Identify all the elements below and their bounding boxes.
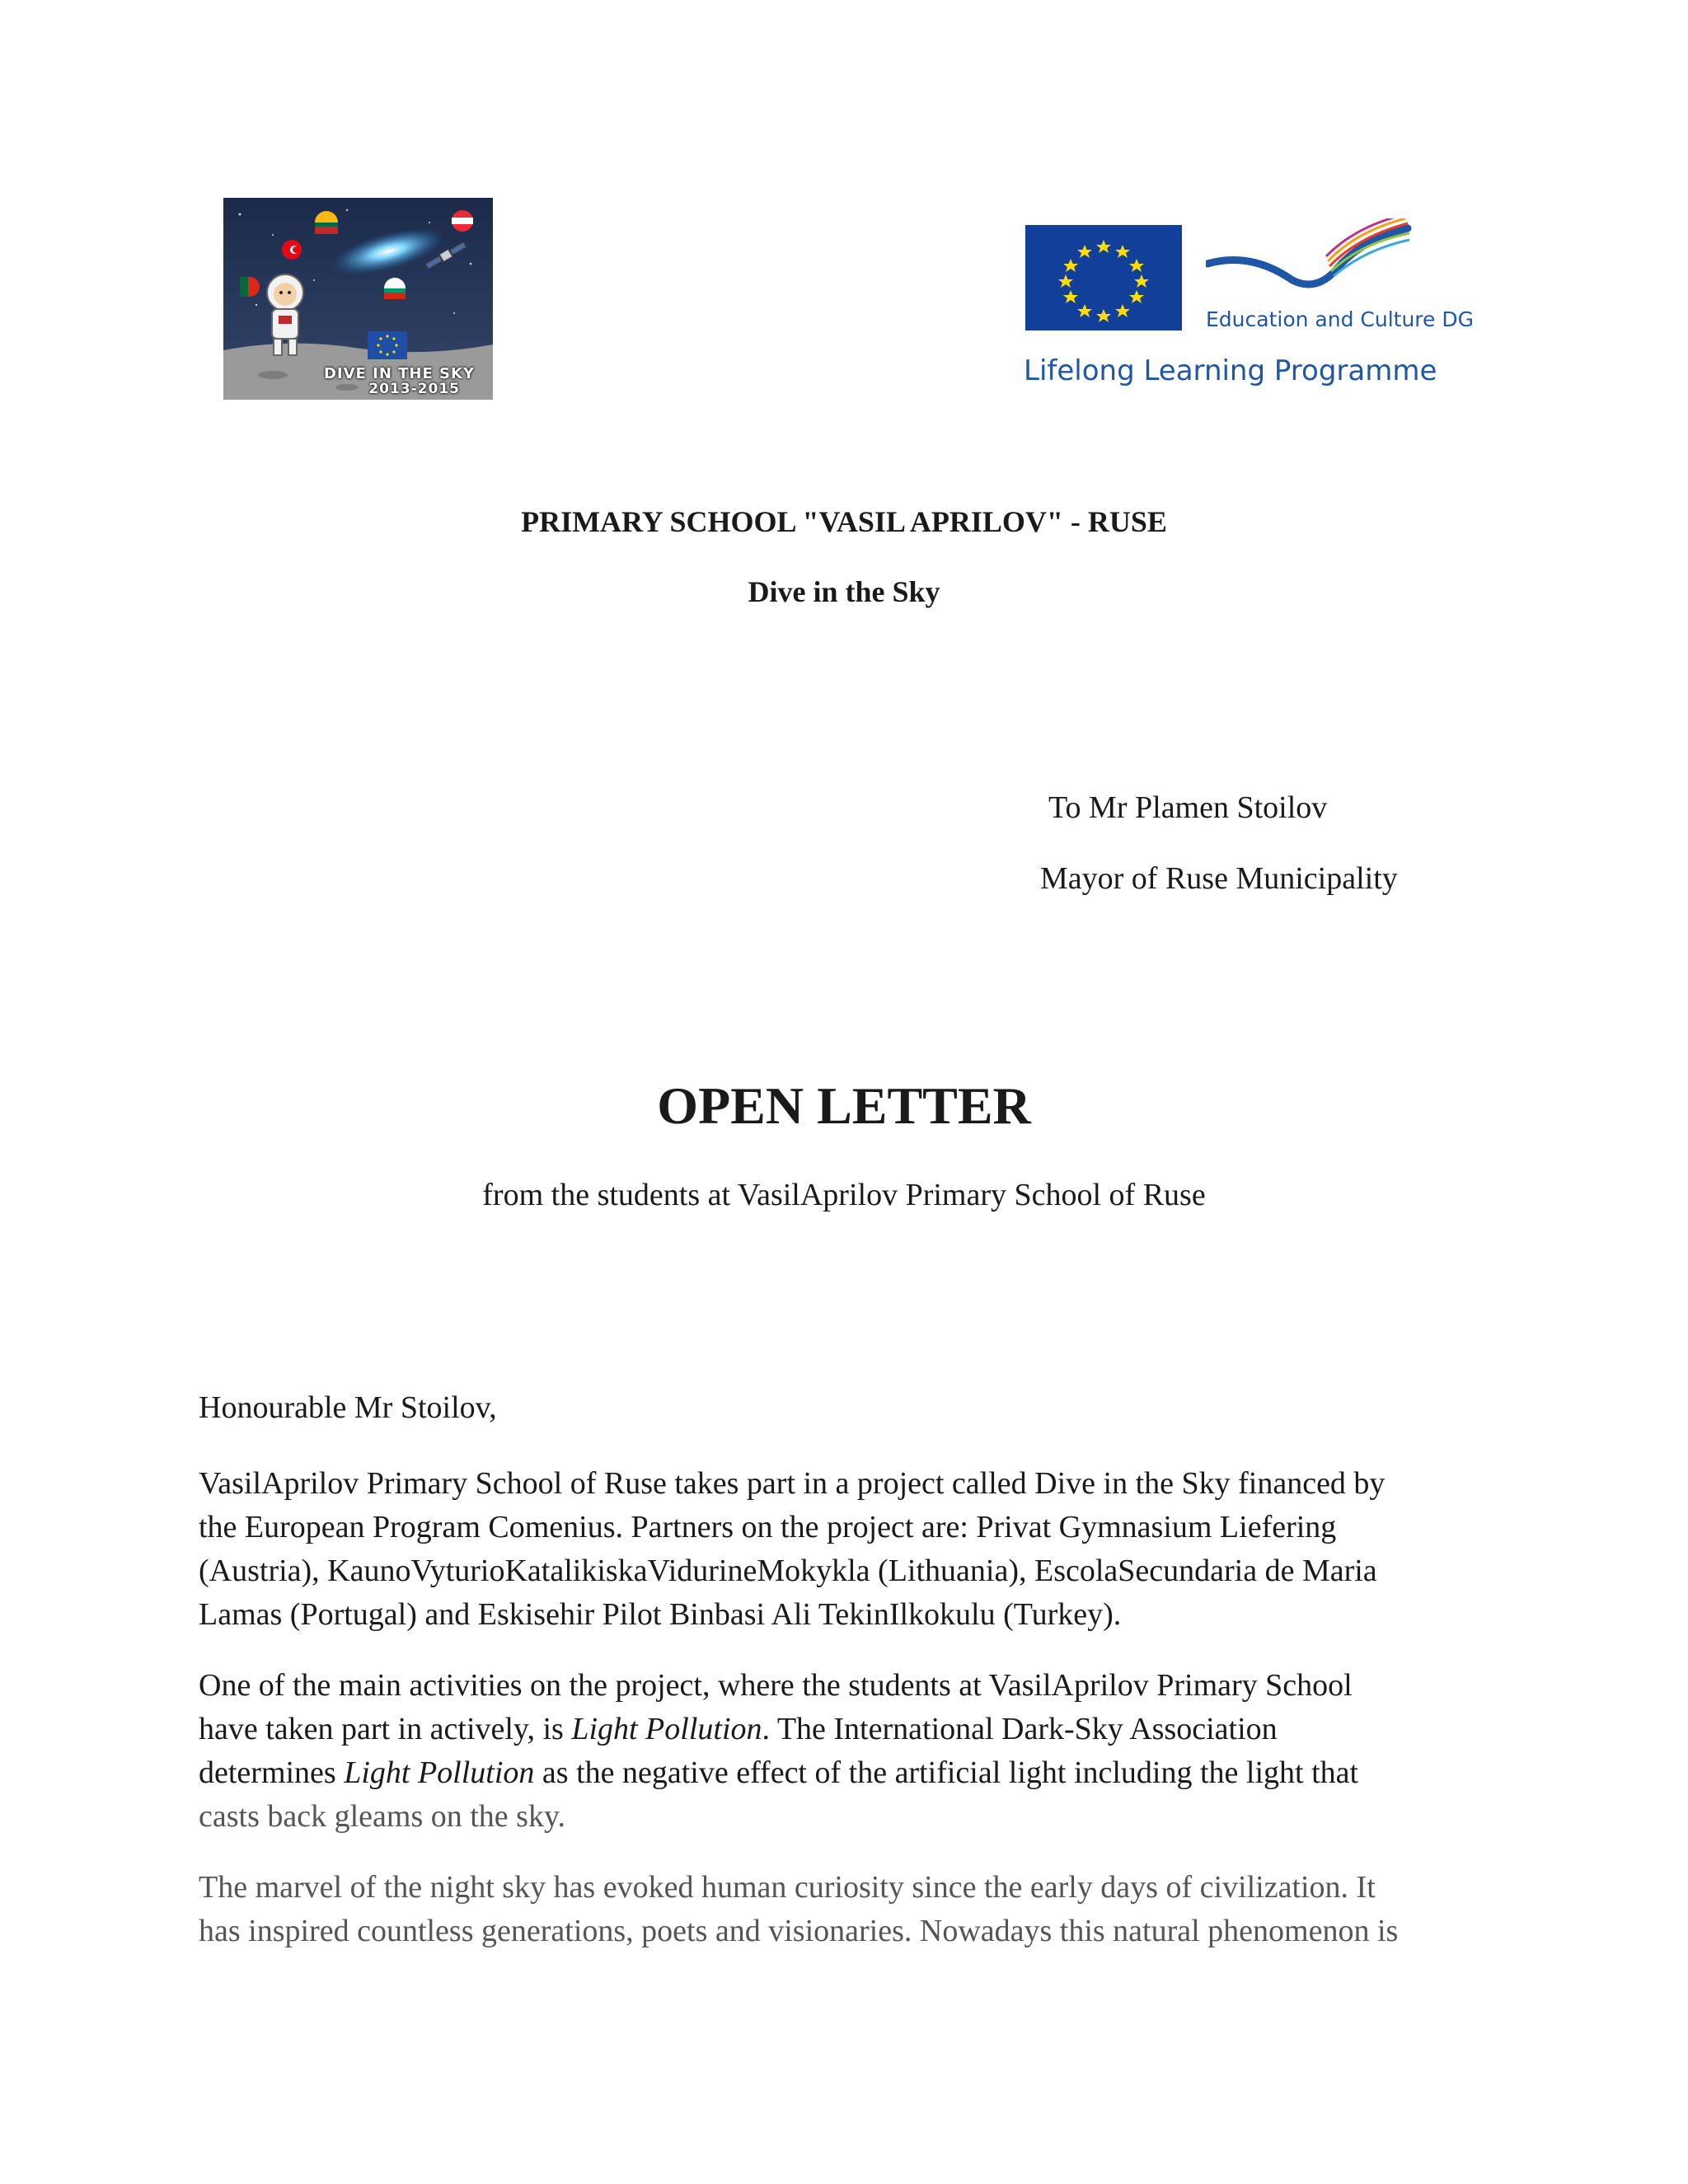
recipient-title: Mayor of Ruse Municipality bbox=[1040, 861, 1398, 896]
letter-subtitle: from the students at VasilAprilov Primary School of Ruse bbox=[482, 1178, 1206, 1212]
paragraph-1-line-4: Lamas (Portugal) and Eskisehir Pilot Binbasi Ali TekinIlkokulu (Turkey). bbox=[199, 1597, 1122, 1632]
paragraph-2-line-2-rest: . The International Dark-Sky Association bbox=[762, 1712, 1278, 1746]
paragraph-1-line-2: the European Program Comenius. Partners on the project are: Privat Gymnasium Liefering bbox=[199, 1510, 1337, 1544]
paragraph-3-line-2: has inspired countless generations, poets and visionaries. Nowadays this natural phenomenon is bbox=[199, 1914, 1399, 1948]
paragraph-1-line-3: (Austria), KaunoVyturioKatalikiskaVidurineMokykla (Lithuania), EscolaSecundaria de Maria bbox=[199, 1554, 1377, 1588]
letter-title: OPEN LETTER bbox=[657, 1076, 1031, 1135]
eu-lifelong-learning-logo bbox=[1020, 218, 1474, 404]
lifelong-learning-wave-icon bbox=[1206, 218, 1412, 301]
project-name-heading: Dive in the Sky bbox=[748, 575, 940, 608]
paragraph-2-line-2 bbox=[199, 1713, 1278, 1745]
paragraph-2-line-3-text: determines bbox=[199, 1755, 345, 1790]
paragraph-2-line-1: One of the main activities on the project, where the students at VasilAprilov Primary School bbox=[199, 1668, 1353, 1703]
paragraph-2-line-2-text: have taken part in actively, is bbox=[199, 1712, 572, 1746]
paragraph-3-line-1: The marvel of the night sky has evoked human curiosity since the early days of civilization. It bbox=[199, 1870, 1376, 1905]
recipient-name: To Mr Plamen Stoilov bbox=[1048, 790, 1328, 825]
eu-flag-icon bbox=[1025, 225, 1182, 330]
logo-caption-title: DIVE IN THE SKY bbox=[323, 365, 475, 382]
logo-caption-years: 2013-2015 bbox=[368, 381, 460, 397]
paragraph-2-line-3 bbox=[199, 1757, 1358, 1788]
school-name-heading: PRIMARY SCHOOL "VASIL APRILOV" - RUSE bbox=[521, 505, 1167, 538]
light-pollution-term: Light Pollution bbox=[344, 1755, 535, 1790]
salutation: Honourable Mr Stoilov, bbox=[199, 1390, 497, 1425]
light-pollution-term: Light Pollution bbox=[571, 1712, 762, 1746]
dive-in-the-sky-logo bbox=[223, 198, 493, 400]
lifelong-learning-programme-label: Lifelong Learning Programme bbox=[1024, 354, 1437, 387]
paragraph-2-line-3-rest: as the negative effect of the artificial light including the light that bbox=[534, 1755, 1359, 1790]
education-culture-dg-label: Education and Culture DG bbox=[1206, 307, 1474, 331]
paragraph-1-line-1: VasilAprilov Primary School of Ruse takes part in a project called Dive in the Sky financed by bbox=[199, 1466, 1386, 1501]
paragraph-2-line-4: casts back gleams on the sky. bbox=[199, 1799, 565, 1834]
